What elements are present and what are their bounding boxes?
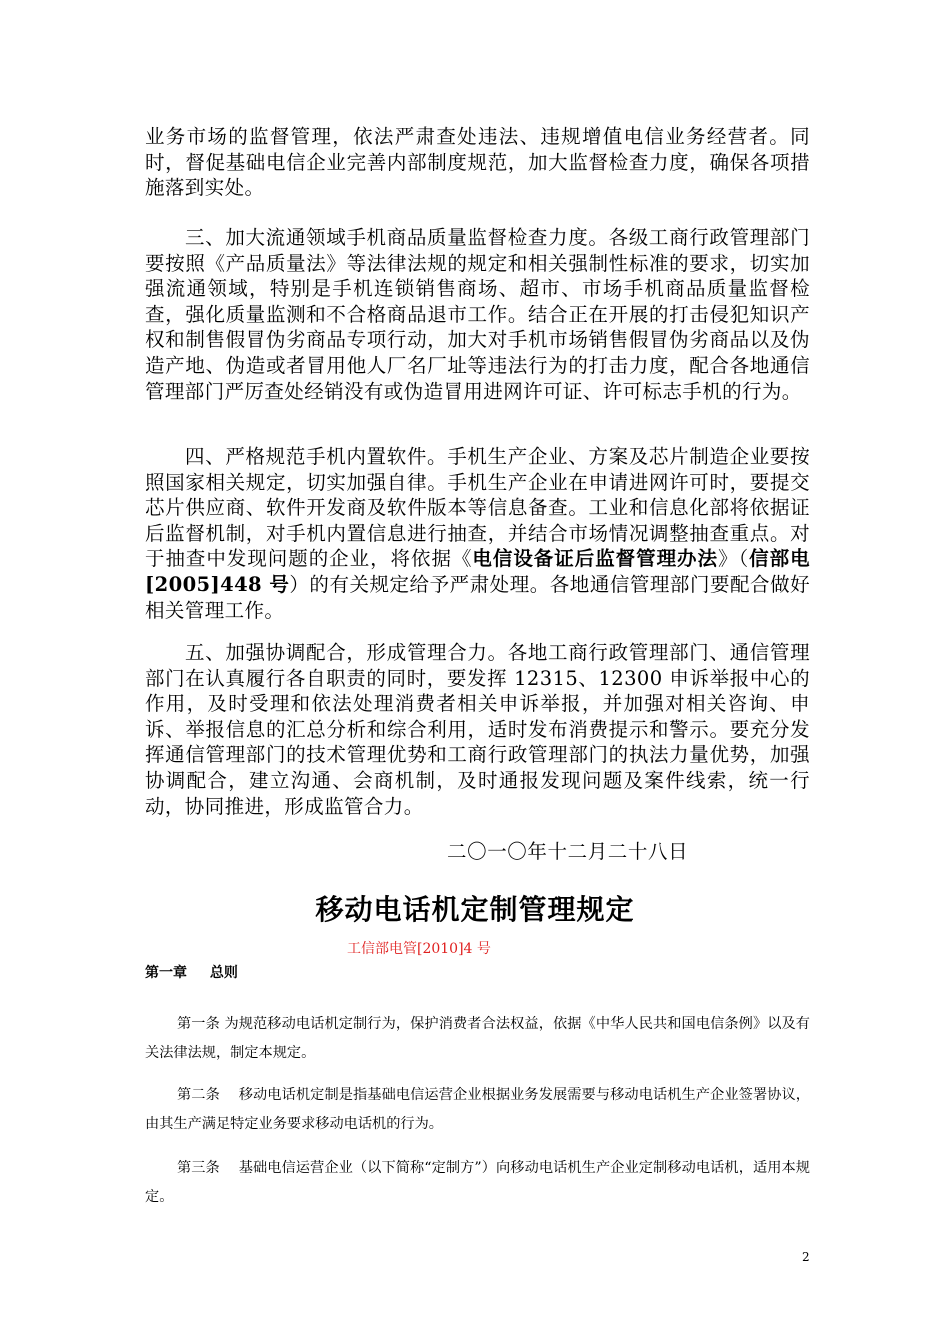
paragraph-text: 三、加大流通领域手机商品质量监督检查力度。各级工商行政管理部门要按照《产品质量法》等法律法规的规定和相关强制性标准的要求，切实加强流通领域，特别是手机连锁销售商场、超市、市场手机商品质量监督检查，强化质量监测和不合格商品退市工作。结合正在开展的打击侵犯知识产权和制售假冒伪劣商品专项行动，加大对手机市场销售假冒伪劣商品以及伪造产地、伪造或者冒用他人厂名厂址等违法行为的打击力度，配合各地通信管理部门严厉查处经销没有或伪造冒用进网许可证、许可标志手机的行为。 [145, 226, 810, 403]
paragraph-continuation [145, 124, 810, 201]
chapter-number: 第一章 [145, 965, 187, 981]
chapter-name: 总则 [209, 965, 238, 981]
article-2 [145, 1081, 810, 1139]
article-text: 第一条 为规范移动电话机定制行为，保护消费者合法权益，依据《中华人民共和国电信条例》以及有关法律法规，制定本规定。 [145, 1016, 810, 1061]
paragraph-text: 业务市场的监督管理，依法严肃查处违法、违规增值电信业务经营者。同时，督促基础电信企业完善内部制度规范，加大监督检查力度，确保各项措施落到实处。 [145, 125, 810, 200]
article-3 [145, 1154, 810, 1212]
text-run: 》（ [717, 547, 750, 571]
article-text: 第三条 基础电信运营企业（以下简称“定制方”）向移动电话机生产企业定制移动电话机，适用本规定。 [145, 1160, 810, 1205]
page-number: 2 [802, 1250, 810, 1264]
text-run: 四、严格规范手机内置软件。手机生产企业、方案及芯片制造企业要按照国家相关规定，切实加强自律。手机生产企业在申请进网许可时，要提交芯片供应商、软件开发商及软件版本等信息备查。工业和信息化部将依据证后监督机制，对手机内置信息进行抽查，并结合市场情况调整抽查重点。对于抽查中发现问题的企业，将依据《 [145, 445, 810, 571]
paragraph-section-5 [145, 640, 810, 819]
paragraph-text [145, 444, 810, 623]
paragraph-section-3 [145, 225, 810, 404]
article-text: 第二条 移动电话机定制是指基础电信运营企业根据业务发展需要与移动电话机生产企业签署协议，由其生产满足特定业务要求移动电话机的行为。 [145, 1087, 810, 1132]
document-title: 移动电话机定制管理规定 [315, 893, 635, 926]
issue-date: 二〇一〇年十二月二十八日 [447, 840, 689, 863]
paragraph-section-4 [145, 444, 810, 623]
paragraph-text: 五、加强协调配合，形成管理合力。各地工商行政管理部门、通信管理部门在认真履行各自职责的同时，要发挥 12315、12300 申诉举报中心的作用，及时受理和依法处理消费者相关申诉举报，并加强对相关咨询、申诉、举报信息的汇总分析和综合利用，适时发布消费提示和警示。要充分发挥通信管理部门的技术管理优势和工商行政管理部门的执法力量优势，加强协调配合，建立沟通、会商机制，及时通报发现问题及案件线索，统一行动，协同推进，形成监管合力。 [145, 641, 810, 818]
article-1 [145, 1010, 810, 1068]
regulation-name: 电信设备证后监督管理办法 [472, 547, 718, 571]
chapter-heading [145, 962, 238, 982]
text-run: ）的有关规定给予严肃处理。各地通信管理部门要配合做好相关管理工作。 [145, 572, 811, 622]
document-number: 信部电[2005]448 号 [145, 547, 810, 596]
document-code: 工信部电管[2010]4 号 [347, 941, 491, 957]
